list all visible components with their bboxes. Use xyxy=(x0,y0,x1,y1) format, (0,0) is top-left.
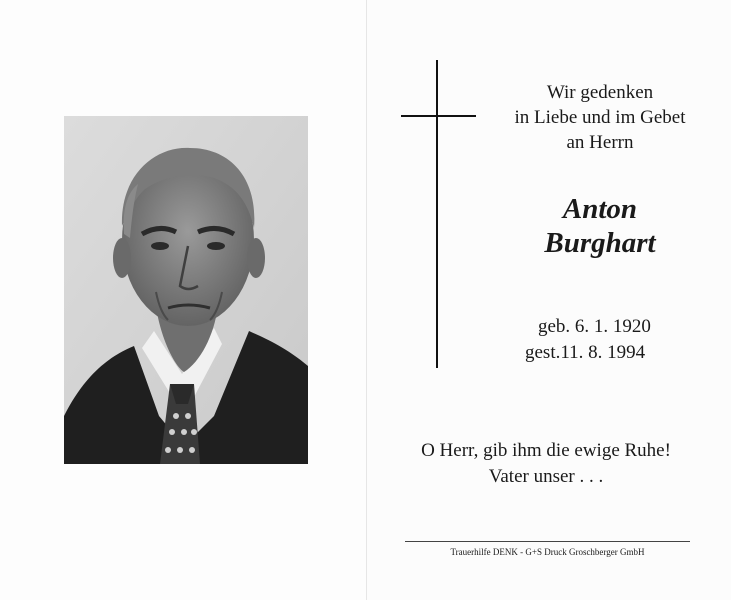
death-date: gest.11. 8. 1994 xyxy=(525,342,646,363)
last-name: Burghart xyxy=(544,227,656,259)
portrait-illustration xyxy=(64,116,308,464)
printer-imprint: Trauerhilfe DENK - G+S Druck Groschberger GmbH xyxy=(450,547,645,557)
cross-icon-horizontal xyxy=(401,115,476,117)
first-name: Anton xyxy=(562,193,638,225)
birth-date: geb. 6. 1. 1920 xyxy=(538,316,651,337)
cross-icon-vertical xyxy=(436,60,438,368)
prayer-line-2: Vater unser . . . xyxy=(488,466,604,487)
portrait-photo xyxy=(64,116,308,464)
footer-divider xyxy=(405,541,690,542)
prayer-line-1: O Herr, gib ihm die ewige Ruhe! xyxy=(421,440,671,461)
intro-line-2: in Liebe und im Gebet xyxy=(514,107,686,128)
intro-line-3: an Herrn xyxy=(566,132,634,153)
intro-line-1: Wir gedenken xyxy=(546,82,654,103)
